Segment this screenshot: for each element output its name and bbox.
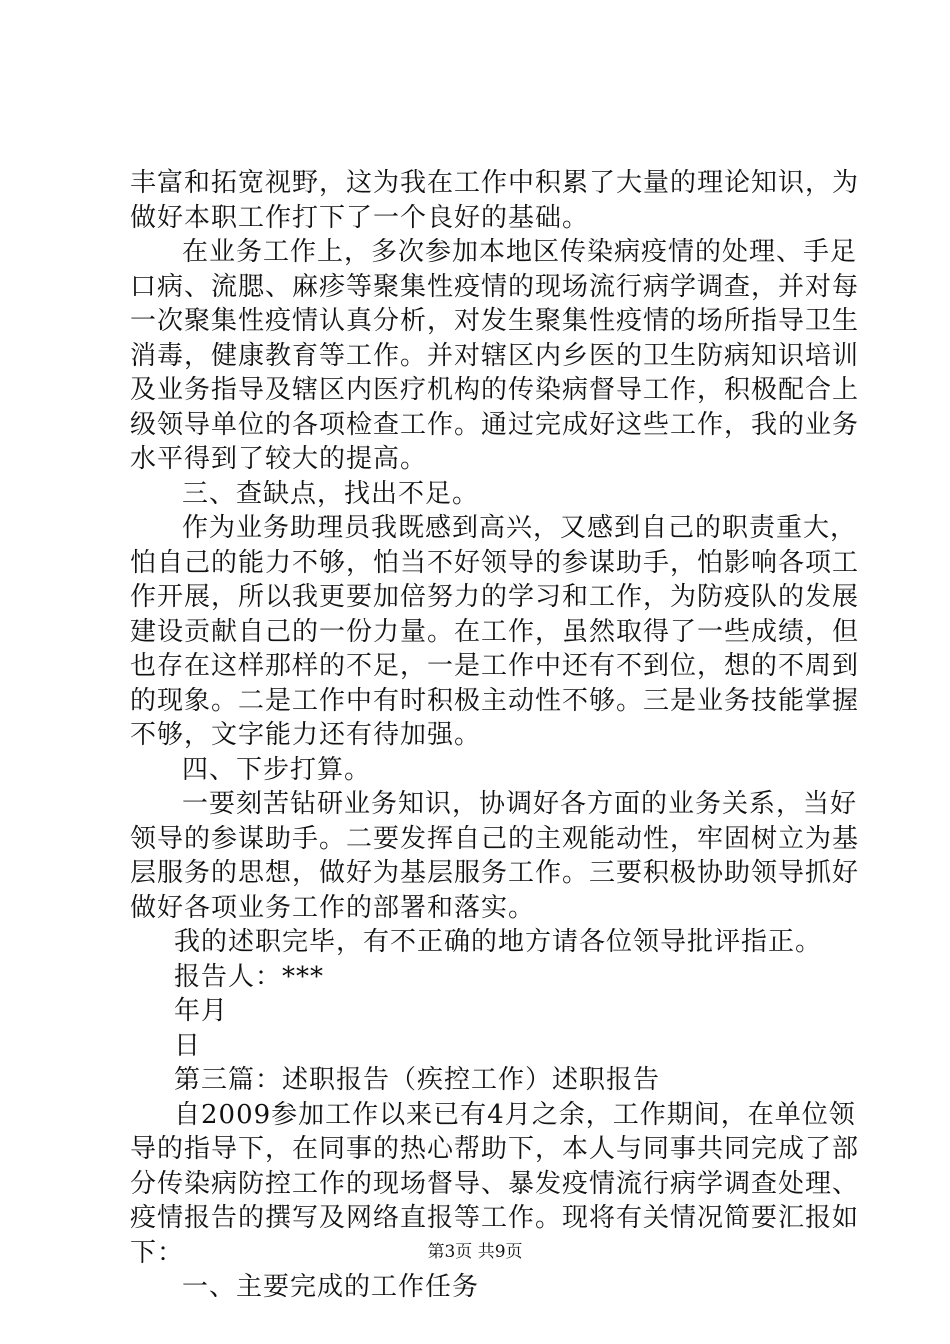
- text-line: 第三篇：述职报告（疾控工作）述职报告: [174, 1065, 661, 1095]
- text-line: 的现象。二是工作中有时积极主动性不够。三是业务技能掌握: [130, 685, 860, 716]
- text-line: 作开展，所以我更要加倍努力的学习和工作，为防疫队的发展: [130, 582, 860, 612]
- text-line: 水平得到了较大的提高。: [130, 444, 428, 474]
- text-line: 三、查缺点，找出不足。: [182, 478, 480, 509]
- text-line: 丰富和拓宽视野，这为我在工作中积累了大量的理论知识，为: [130, 168, 860, 198]
- text-line: 自2009参加工作以来已有4月之余，工作期间，在单位领: [174, 1099, 856, 1130]
- text-line: 四、下步打算。: [182, 754, 372, 785]
- text-line: 我的述职完毕，有不正确的地方请各位领导批评指正。: [174, 927, 823, 957]
- text-line: 怕自己的能力不够，怕当不好领导的参谋助手，怕影响各项工: [130, 547, 860, 578]
- text-line: 下：: [130, 1237, 185, 1268]
- text-line: 一要刻苦钻研业务知识，协调好各方面的业务关系，当好: [182, 789, 858, 819]
- text-line: 做好各项业务工作的部署和落实。: [130, 892, 536, 923]
- text-line: 日: [174, 1030, 202, 1061]
- text-line: 口病、流腮、麻疹等聚集性疫情的现场流行病学调查，并对每: [130, 271, 860, 302]
- text-line: 一、主要完成的工作任务: [182, 1272, 480, 1302]
- document-body: [130, 166, 860, 1305]
- text-line: 建设贡献自己的一份力量。在工作，虽然取得了一些成绩，但: [130, 616, 860, 647]
- page-footer: 第3页 共9页: [427, 1242, 523, 1262]
- text-line: 导的指导下，在同事的热心帮助下，本人与同事共同完成了部: [130, 1134, 860, 1164]
- text-line: 消毒，健康教育等工作。并对辖区内乡医的卫生防病知识培训: [130, 340, 860, 371]
- text-line: 分传染病防控工作的现场督导、暴发疫情流行病学调查处理、: [130, 1168, 860, 1199]
- text-line: 年月: [174, 996, 229, 1026]
- text-line: 疫情报告的撰写及网络直报等工作。现将有关情况简要汇报如: [130, 1203, 860, 1233]
- text-line: 在业务工作上，多次参加本地区传染病疫情的处理、手足: [182, 237, 858, 267]
- text-line: 也存在这样那样的不足，一是工作中还有不到位，想的不周到: [130, 651, 860, 681]
- text-line: 层服务的思想，做好为基层服务工作。三要积极协助领导抓好: [130, 858, 860, 888]
- text-line: 报告人：***: [174, 961, 325, 992]
- text-line: 做好本职工作打下了一个良好的基础。: [130, 202, 590, 233]
- text-line: 级领导单位的各项检查工作。通过完成好这些工作，我的业务: [130, 409, 860, 440]
- text-line: 及业务指导及辖区内医疗机构的传染病督导工作，积极配合上: [130, 375, 860, 405]
- text-line: 领导的参谋助手。二要发挥自己的主观能动性，牢固树立为基: [130, 823, 860, 854]
- text-line: 不够，文字能力还有待加强。: [130, 720, 482, 750]
- text-line: 一次聚集性疫情认真分析，对发生聚集性疫情的场所指导卫生: [130, 306, 860, 336]
- text-line: 作为业务助理员我既感到高兴，又感到自己的职责重大，: [182, 513, 858, 543]
